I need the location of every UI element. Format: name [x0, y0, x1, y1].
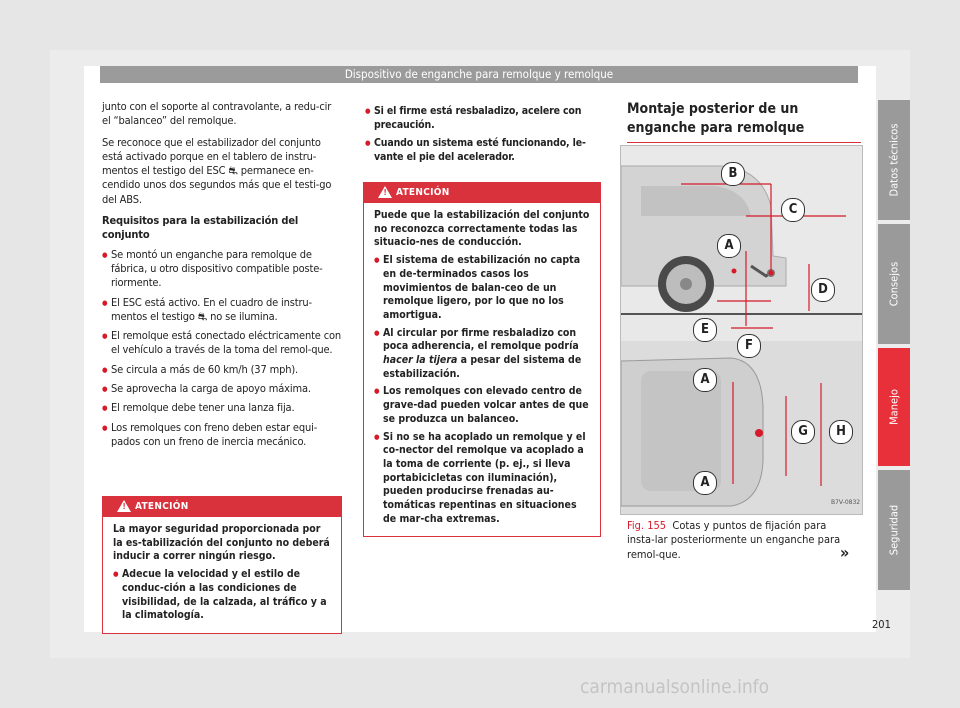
list-item: ● Si el firme está resbaladizo, acelere con precaución.	[365, 105, 597, 132]
tab-seguridad[interactable]	[878, 470, 910, 590]
list-item: ● Se montó un enganche para remolque de fábrica, u otro dispositivo compatible poste-riormente.	[102, 248, 342, 291]
figure-label: Fig. 155	[627, 519, 667, 532]
warning-intro: La mayor seguridad proporcionada por la es-tabilización del conjunto no deberá inducir a correr ningún riesgo.	[113, 523, 330, 563]
list-item: ● Cuando un sistema esté funcionando, le-vante el pie del acelerador.	[365, 137, 597, 164]
column-2	[365, 105, 597, 170]
callout-h: H	[829, 420, 853, 444]
list-item: ● Si no se ha acoplado un remolque y el co-nector del remolque va acoplado a la toma de corriente (p. ej., si lleva portabicicletas con iluminación), pueden producirse frenadas au-tomáticas repentinas en situaciones de mar-cha extremas.	[374, 431, 590, 527]
list-item: ● Se aprovecha la carga de apoyo máxima.	[102, 382, 342, 396]
warning-header	[103, 497, 341, 517]
paragraph: Se reconoce que el estabilizador del conjunto está activado porque en el tablero de instru-mentos el testigo del ESC ⛐ permanece en-cendido unos dos segundos más que el testi-go del ABS.	[102, 135, 332, 206]
paragraph: junto con el soporte al contravolante, a redu-cir el “balanceo” del remolque.	[102, 100, 332, 128]
warning-title: ATENCIÓN	[396, 187, 450, 198]
warning-box	[102, 496, 342, 634]
callout-c: C	[781, 198, 805, 222]
warning-body	[364, 203, 600, 536]
callout-b: B	[721, 162, 745, 186]
figure-155	[620, 145, 863, 515]
tab-label: Consejos	[887, 261, 901, 307]
warning-icon: !	[117, 500, 131, 512]
page-header: Dispositivo de enganche para remolque y remolque	[100, 66, 858, 83]
towbar-diagram	[621, 146, 862, 514]
bullet-text-start: Al circular por firme resbaladizo con poca adherencia, el remolque podría	[383, 326, 579, 353]
list-item: ● Adecue la velocidad y el estilo de conduc-ción a las condiciones de visibilidad, de la calzada, al tráfico y a la climatología.	[113, 568, 331, 623]
callout-f: F	[737, 334, 761, 358]
continue-chevron-icon: »	[840, 543, 850, 562]
callout-g: G	[791, 420, 815, 444]
list-item: ● El remolque está conectado eléctricamente con el vehículo a través de la toma del remol-que.	[102, 329, 342, 358]
section-heading: Requisitos para la estabilización del conjunto	[102, 214, 299, 242]
tab-label: Manejo	[887, 389, 901, 425]
warning-header	[364, 183, 600, 203]
callout-a: A	[693, 368, 717, 392]
warning-icon: !	[378, 186, 392, 198]
caption-text: Cotas y puntos de fijación para insta-lar posteriormente un enganche para remol-que.	[627, 519, 841, 561]
callout-a: A	[717, 234, 741, 258]
warning-body	[103, 517, 341, 633]
watermark: carmanualsonline.info	[580, 676, 770, 698]
list-item: ● Se circula a más de 60 km/h (37 mph).	[102, 363, 342, 377]
list-item: ● El remolque debe tener una lanza fija.	[102, 401, 342, 415]
page-number: 201	[872, 618, 891, 631]
tab-consejos[interactable]	[878, 224, 910, 344]
warning-intro: Puede que la estabilización del conjunto no reconozca correctamente todas las situacio-nes de conducción.	[374, 209, 590, 249]
figure-caption	[627, 519, 841, 562]
list-item: ● Los remolques con freno deben estar equi-pados con un freno de inercia mecánico.	[102, 421, 342, 450]
warning-title: ATENCIÓN	[135, 501, 189, 512]
tab-label: Datos técnicos	[887, 123, 901, 197]
list-item: ● El sistema de estabilización no capta en de-terminados casos los movimientos de balan-ceo de un remolque ligero, por lo que no los amortigua.	[374, 254, 590, 323]
column-1	[102, 100, 342, 454]
bullet-text-end: a pesar del sistema de estabilización.	[383, 354, 582, 380]
list-item: ● El ESC está activo. En el cuadro de instru-mentos el testigo ⛐ no se ilumina.	[102, 296, 342, 325]
warning-box	[363, 182, 601, 537]
callout-e: E	[693, 318, 717, 342]
figure-code: B7V-0832	[831, 499, 861, 506]
bullet-text-emphasis: hacer la tijera	[383, 354, 458, 367]
tab-manejo[interactable]	[878, 348, 910, 466]
callout-a: A	[693, 471, 717, 495]
list-item: ● Los remolques con elevado centro de grave-dad pueden volcar antes de que se produzca un balanceo.	[374, 385, 590, 426]
section-title: Montaje posterior de un enganche para remolque	[627, 100, 861, 143]
list-item	[374, 327, 590, 382]
tab-label: Seguridad	[887, 504, 901, 556]
callout-d: D	[811, 278, 835, 302]
tab-datos-tecnicos[interactable]	[878, 100, 910, 220]
